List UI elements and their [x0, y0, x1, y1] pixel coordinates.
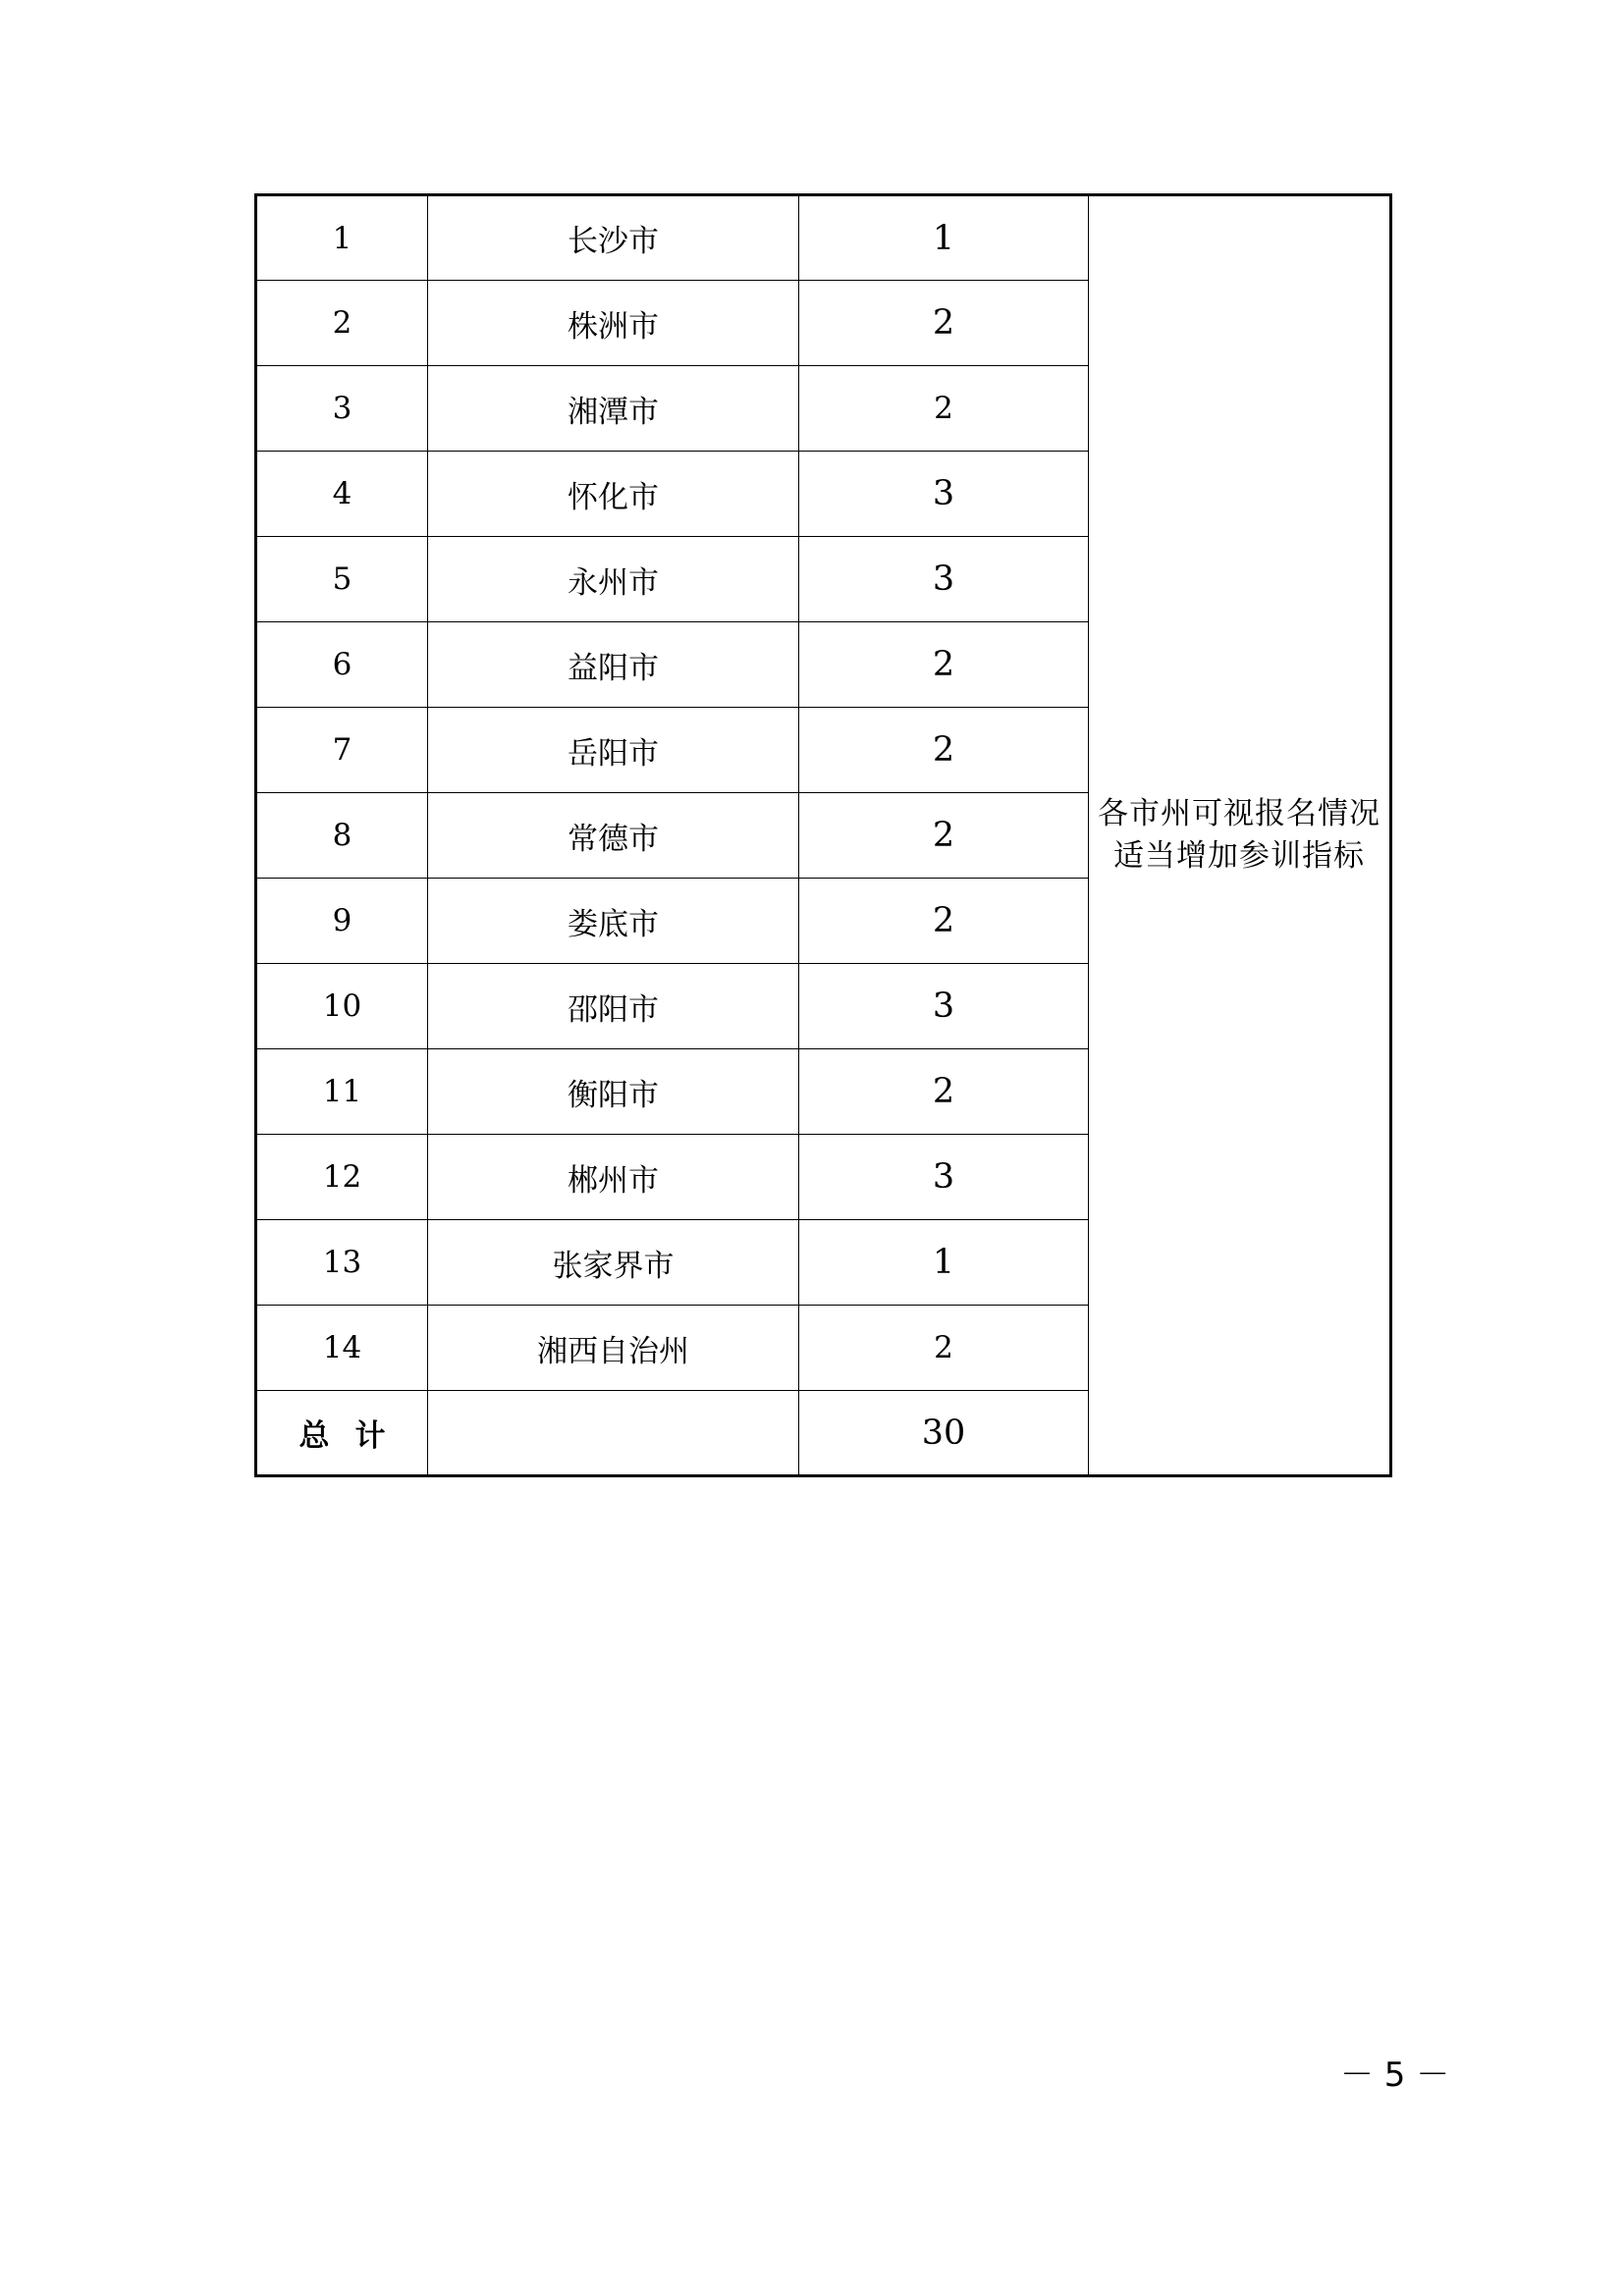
seq-cell: 4 — [256, 452, 428, 537]
note-line-2: 适当增加参训指标 — [1113, 838, 1365, 874]
seq-cell: 5 — [256, 537, 428, 622]
quota-cell: 3 — [799, 452, 1089, 537]
quota-allocation-table — [254, 193, 1392, 1477]
quota-cell: 3 — [799, 537, 1089, 622]
quota-cell: 1 — [799, 195, 1089, 281]
city-cell: 张家界市 — [428, 1220, 799, 1306]
table-body — [256, 195, 1391, 1476]
quota-cell: 2 — [799, 1049, 1089, 1135]
quota-cell: 2 — [799, 1306, 1089, 1391]
quota-cell: 2 — [799, 622, 1089, 708]
seq-cell: 11 — [256, 1049, 428, 1135]
seq-cell: 8 — [256, 793, 428, 879]
quota-cell: 3 — [799, 1135, 1089, 1220]
seq-cell: 6 — [256, 622, 428, 708]
seq-cell: 9 — [256, 879, 428, 964]
seq-cell: 14 — [256, 1306, 428, 1391]
page-number: － 5 － — [1340, 2056, 1450, 2095]
seq-cell: 7 — [256, 708, 428, 793]
note-line-1: 各市州可视报名情况 — [1098, 796, 1380, 831]
note-text — [1098, 793, 1380, 878]
city-cell: 岳阳市 — [428, 708, 799, 793]
quota-cell: 2 — [799, 366, 1089, 452]
seq-cell: 1 — [256, 195, 428, 281]
city-cell: 娄底市 — [428, 879, 799, 964]
seq-cell: 3 — [256, 366, 428, 452]
city-cell: 湘潭市 — [428, 366, 799, 452]
city-cell: 邵阳市 — [428, 964, 799, 1049]
quota-cell: 1 — [799, 1220, 1089, 1306]
city-cell: 湘西自治州 — [428, 1306, 799, 1391]
city-cell: 永州市 — [428, 537, 799, 622]
city-cell: 郴州市 — [428, 1135, 799, 1220]
total-city-cell — [428, 1391, 799, 1476]
quota-cell: 2 — [799, 708, 1089, 793]
seq-cell: 2 — [256, 281, 428, 366]
quota-cell: 3 — [799, 964, 1089, 1049]
note-cell — [1089, 195, 1391, 1476]
seq-cell: 12 — [256, 1135, 428, 1220]
city-cell: 衡阳市 — [428, 1049, 799, 1135]
total-label: 总计 — [256, 1391, 428, 1476]
quota-cell: 2 — [799, 793, 1089, 879]
seq-cell: 13 — [256, 1220, 428, 1306]
seq-cell: 10 — [256, 964, 428, 1049]
city-cell: 怀化市 — [428, 452, 799, 537]
quota-cell: 2 — [799, 879, 1089, 964]
city-cell: 株洲市 — [428, 281, 799, 366]
city-cell: 常德市 — [428, 793, 799, 879]
total-quota-cell: 30 — [799, 1391, 1089, 1476]
city-cell: 长沙市 — [428, 195, 799, 281]
city-cell: 益阳市 — [428, 622, 799, 708]
quota-cell: 2 — [799, 281, 1089, 366]
table-row — [256, 195, 1391, 281]
